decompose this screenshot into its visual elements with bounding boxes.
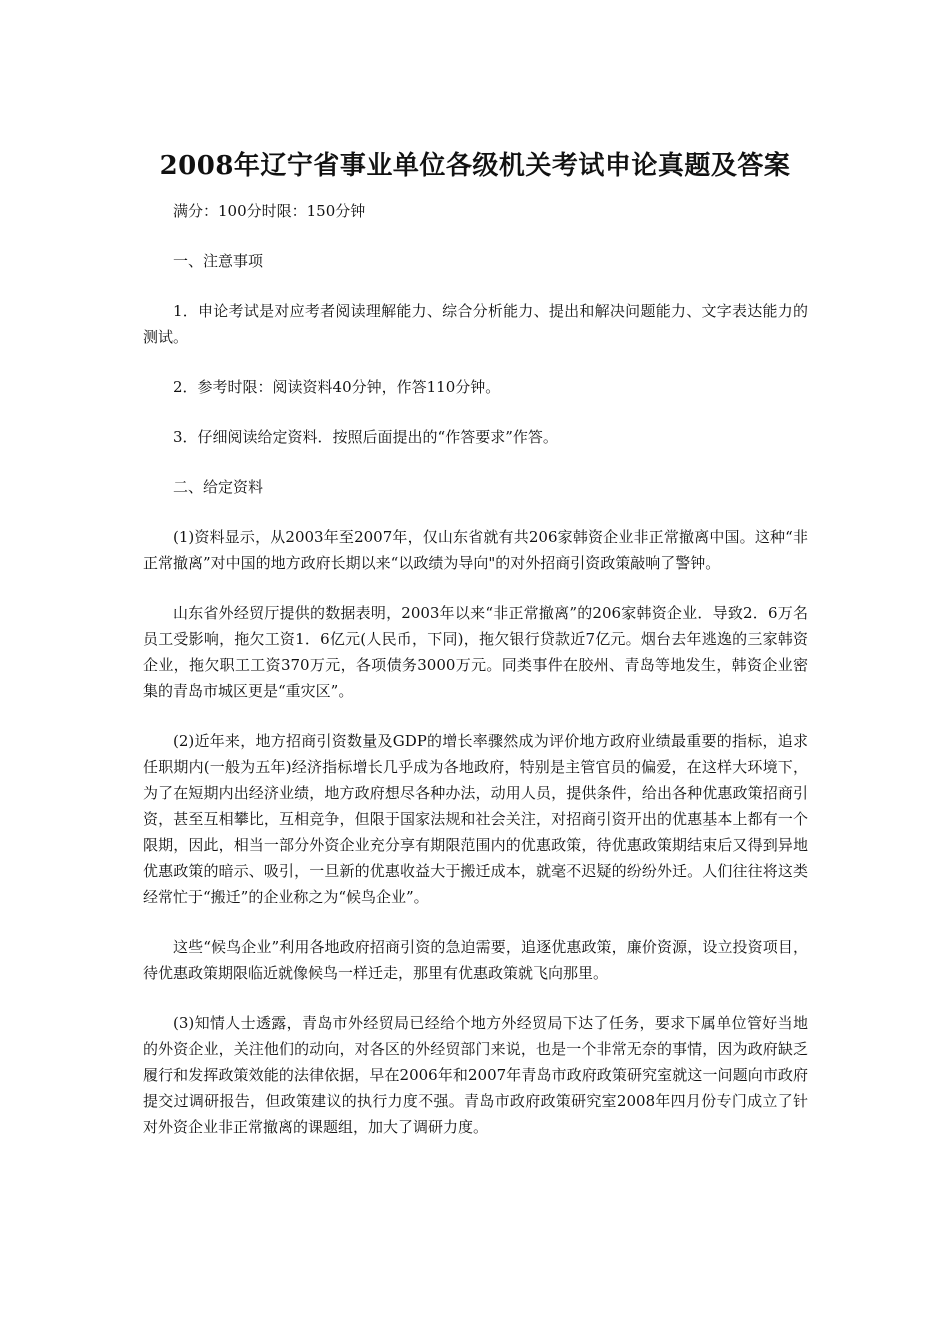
score-time-line: 满分：100分时限：150分钟 <box>173 202 366 220</box>
note-item-1: 1．申论考试是对应考者阅读理解能力、综合分析能力、提出和解决问题能力、文字表达能力的测试。 <box>143 302 808 346</box>
material-paragraph-2: 山东省外经贸厅提供的数据表明，2003年以来“非正常撤离”的206家韩资企业．导致2．6万名员工受影响，拖欠工资1．6亿元(人民币，下同)，拖欠银行贷款近7亿元。烟台去年逃逸的三家韩资企业，拖欠职工工资370万元，各项债务3000万元。同类事件在胶州、青岛等地发生，韩资企业密集的青岛市城区更是“重灾区”。 <box>143 604 808 700</box>
material-paragraph-1: (1)资料显示，从2003年至2007年，仅山东省就有共206家韩资企业非正常撤离中国。这种“非正常撤离”对中国的地方政府长期以来“以政绩为导向"的对外招商引资政策敲响了警钟。 <box>143 528 808 572</box>
note-item-3: 3．仔细阅读给定资料．按照后面提出的“作答要求”作答。 <box>173 428 558 446</box>
material-paragraph-5: (3)知情人士透露，青岛市外经贸局已经给个地方外经贸局下达了任务，要求下属单位管好当地的外资企业，关注他们的动向，对各区的外经贸部门来说，也是一个非常无奈的事情，因为政府缺乏履行和发挥政策效能的法律依据，早在2006年和2007年青岛市政府政策研究室就这一问题向市政府提交过调研报告，但政策建议的执行力度不强。青岛市政府政策研究室2008年四月份专门成立了针对外资企业非正常撤离的课题组，加大了调研力度。 <box>143 1014 808 1136</box>
document-title: 2008年辽宁省事业单位各级机关考试申论真题及答案 <box>159 151 791 182</box>
material-paragraph-3: (2)近年来，地方招商引资数量及GDP的增长率骤然成为评价地方政府业绩最重要的指标，追求任职期内(一般为五年)经济指标增长几乎成为各地政府，特别是主管官员的偏爱，在这样大环境下，为了在短期内出经济业绩，地方政府想尽各种办法，动用人员，提供条件，给出各种优惠政策招商引资，甚至互相攀比，互相竞争，但限于国家法规和社会关注，对招商引资开出的优惠基本上都有一个限期，因此，相当一部分外资企业充分享有期限范围内的优惠政策，待优惠政策期结束后又得到异地优惠政策的暗示、吸引，一旦新的优惠收益大于搬迁成本，就毫不迟疑的纷纷外迁。人们往往将这类经常忙于“搬迁”的企业称之为“候鸟企业”。 <box>143 732 808 906</box>
note-item-2: 2．参考时限：阅读资料40分钟，作答110分钟。 <box>173 378 501 396</box>
material-paragraph-4: 这些“候鸟企业”利用各地政府招商引资的急迫需要，追逐优惠政策，廉价资源，设立投资项目，待优惠政策期限临近就像候鸟一样迁走，那里有优惠政策就飞向那里。 <box>143 938 808 982</box>
section-heading-materials: 二、给定资料 <box>173 478 264 496</box>
section-heading-notes: 一、注意事项 <box>173 252 264 270</box>
document-body <box>143 198 808 1164</box>
